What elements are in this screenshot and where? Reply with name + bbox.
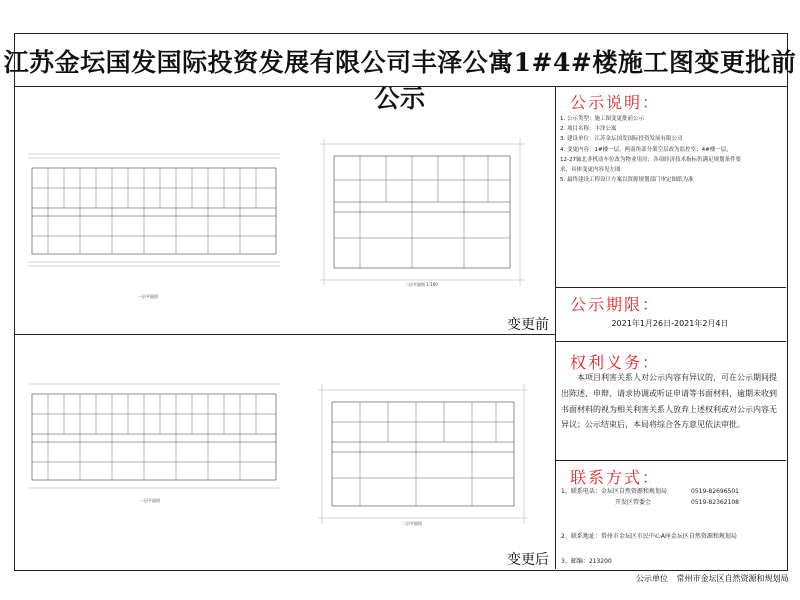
page-title: 江苏金坛国发国际投资发展有限公司丰泽公寓1#4#楼施工图变更批前公示: [3, 48, 797, 113]
footer: [636, 573, 789, 584]
after-label: 变更后: [507, 552, 549, 568]
plan-caption: 一层平面图: [138, 294, 158, 299]
rights-text: 本项目利害关系人对公示内容有异议的，可在公示期间提出陈述、申辩、请求协调或听证申请等书面材料，逾期未收到书面材料的视为相关利害关系人放弃上述权利或对公示内容无异议；公示结束后，本局将综合各方意见依法审批。: [561, 373, 777, 430]
rights-heading: 权利义务：: [570, 353, 661, 372]
contact-phone-row-2: [561, 498, 739, 508]
notice-list: [560, 114, 780, 185]
notes-divider: [555, 287, 786, 288]
period-heading: 公示期限：: [570, 295, 661, 314]
notice-heading: 公示说明：: [570, 93, 661, 112]
notice-item: 5. 最终建设工程设计方案以资源规划部门审定图纸为准: [560, 177, 694, 184]
floor-plan-before-right: [320, 138, 525, 286]
section-divider: [14, 334, 555, 335]
rights-divider: [555, 460, 786, 461]
contact-heading: 联系方式：: [570, 468, 661, 487]
notice-item: 2. 项目名称：丰泽公寓: [560, 126, 617, 133]
floor-plan-after-right: [318, 384, 528, 524]
period-dates: 2021年1月26日-2021年2月4日: [611, 319, 729, 328]
plan-caption: 二层平面图 1:100: [405, 282, 438, 287]
footer-org: 常州市金坛区自然资源和规划局: [676, 574, 789, 583]
contact-phone-row: [561, 487, 739, 497]
contact-phone-label: 1、联系电话：金坛区自然资源和规划局: [561, 488, 667, 495]
contact-address: 2、联系地址：常州市金坛区市民中心A座金坛区自然资源和规划局: [561, 533, 737, 540]
contact-org-2: 开发区管委会: [615, 499, 652, 506]
column-divider: [555, 86, 556, 569]
plan-caption: 二层平面图: [402, 521, 422, 526]
footer-label: 公示单位: [636, 574, 668, 583]
contact-postcode: 3、邮编：213200: [561, 558, 612, 565]
before-label: 变更前: [507, 317, 549, 333]
notice-item: 求，具体变更内容见左图: [560, 167, 621, 174]
period-divider: [555, 341, 786, 342]
floor-plan-before-left: [28, 150, 280, 270]
notice-item: 4. 变更内容：1#楼一层、两南角部分架空层改为监控室；4#楼一层，: [560, 146, 732, 153]
contact-phone-1: 0519-82696501: [691, 488, 739, 495]
notice-item: 3. 建设单位：江苏金坛国发国际投资发展有限公司: [560, 136, 683, 143]
plan-caption: 一层平面图: [140, 498, 160, 503]
floor-plan-after-left: [28, 378, 280, 496]
notice-item: 12-27轴北非机动车位改为物业用房；各项经济技术指标仍满足规划条件要: [560, 156, 741, 163]
contact-phone-2: 0519-82362108: [691, 499, 739, 506]
notice-item: 1. 公示类型：施工图变更批前公示: [560, 116, 644, 122]
